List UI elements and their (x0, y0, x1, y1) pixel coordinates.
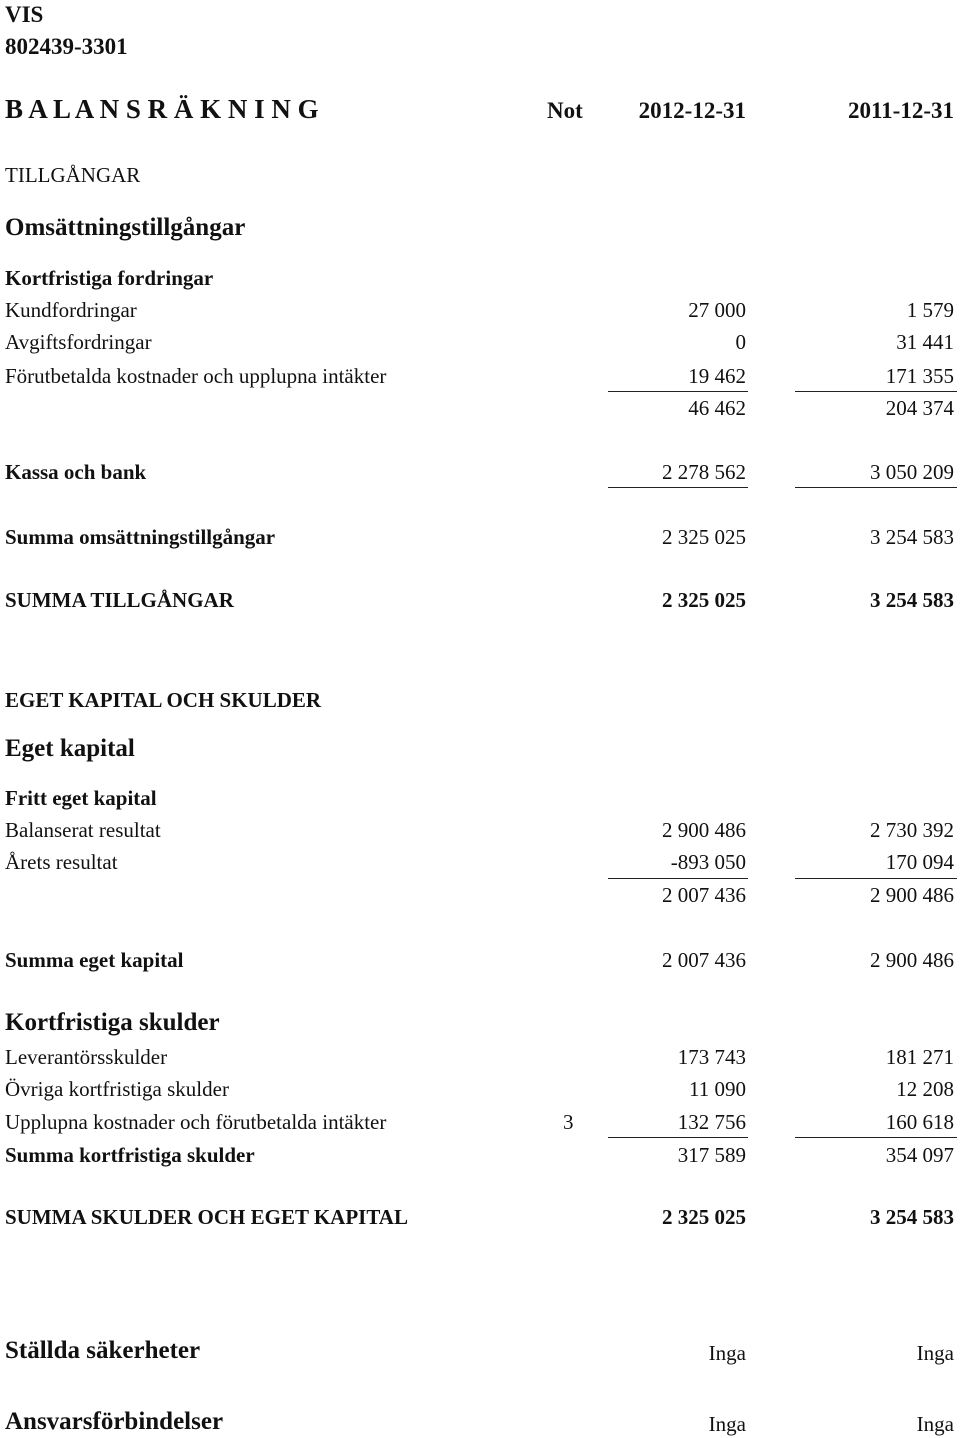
row-value-2011: 160 618 (885, 1110, 954, 1134)
contingent-liabilities-label: Ansvarsförbindelser (5, 1408, 224, 1435)
row-label: Övriga kortfristiga skulder (5, 1077, 229, 1101)
current-sum-2011: 3 254 583 (870, 525, 954, 549)
row-label: Avgiftsfordringar (5, 330, 152, 354)
pledged-assets-2011: Inga (916, 1341, 954, 1365)
row-label-short-term-sum: Summa kortfristiga skulder (5, 1143, 255, 1167)
row-value-2012: 2 900 486 (662, 818, 746, 842)
column-header-2012: 2012-12-31 (638, 98, 746, 123)
total-assets-2011: 3 254 583 (870, 588, 954, 612)
cash-value-2012: 2 278 562 (662, 460, 746, 484)
equity-sum-2012: 2 007 436 (662, 948, 746, 972)
total-assets-2012: 2 325 025 (662, 588, 746, 612)
cash-value-2011: 3 050 209 (870, 460, 954, 484)
row-label: Leverantörsskulder (5, 1045, 168, 1069)
sum-rule (795, 391, 957, 392)
row-label: Balanserat resultat (5, 818, 161, 842)
section-heading-assets: TILLGÅNGAR (5, 163, 141, 187)
page-title: B A L A N S R Ä K N I N G (5, 94, 319, 124)
company-name: VIS (5, 2, 44, 27)
sum-rule (608, 391, 748, 392)
row-label-total-assets: SUMMA TILLGÅNGAR (5, 588, 234, 612)
sum-rule (795, 878, 957, 879)
row-label-cash: Kassa och bank (5, 460, 147, 484)
row-value-2012: 27 000 (688, 298, 746, 322)
short-term-sum-2012: 317 589 (677, 1143, 746, 1167)
sum-rule (608, 487, 748, 488)
sum-rule (608, 1137, 748, 1138)
row-value-2011: 170 094 (885, 850, 954, 874)
equity-subtotal-2012: 2 007 436 (662, 883, 746, 907)
row-note: 3 (563, 1110, 574, 1134)
row-label-total-liabilities: SUMMA SKULDER OCH EGET KAPITAL (5, 1205, 408, 1229)
row-value-2012: 0 (735, 330, 746, 354)
subheading-equity: Eget kapital (5, 735, 135, 762)
subheading-current-assets: Omsättningstillgångar (5, 214, 246, 241)
receivables-sum-2012: 46 462 (688, 396, 746, 420)
row-value-2011: 12 208 (896, 1077, 954, 1101)
section-heading-equity-liabilities: EGET KAPITAL OCH SKULDER (5, 688, 322, 712)
row-label-equity-sum: Summa eget kapital (5, 948, 184, 972)
note-column-header: Not (547, 98, 583, 123)
row-value-2012: 173 743 (677, 1045, 746, 1069)
row-label: Kundfordringar (5, 298, 137, 322)
sum-rule (608, 878, 748, 879)
row-label: Årets resultat (5, 850, 118, 874)
short-term-sum-2011: 354 097 (885, 1143, 954, 1167)
sum-rule (795, 1137, 957, 1138)
row-label: Förutbetalda kostnader och upplupna intäkter (5, 364, 387, 388)
receivables-sum-2011: 204 374 (885, 396, 954, 420)
row-value-2011: 171 355 (885, 364, 954, 388)
equity-subtotal-2011: 2 900 486 (870, 883, 954, 907)
row-value-2012: 132 756 (677, 1110, 746, 1134)
row-value-2012: 11 090 (689, 1077, 746, 1101)
pledged-assets-label: Ställda säkerheter (5, 1337, 201, 1364)
row-value-2012: 19 462 (688, 364, 746, 388)
pledged-assets-2012: Inga (708, 1341, 746, 1365)
total-liabilities-2012: 2 325 025 (662, 1205, 746, 1229)
row-label: Upplupna kostnader och förutbetalda intäkter (5, 1110, 387, 1134)
equity-sum-2011: 2 900 486 (870, 948, 954, 972)
row-value-2011: 2 730 392 (870, 818, 954, 842)
subheading-short-term-liabilities: Kortfristiga skulder (5, 1009, 220, 1036)
subheading-free-equity: Fritt eget kapital (5, 786, 157, 810)
row-label-current-sum: Summa omsättningstillgångar (5, 525, 276, 549)
contingent-liabilities-2011: Inga (916, 1412, 954, 1436)
row-value-2011: 1 579 (906, 298, 954, 322)
row-value-2012: -893 050 (670, 850, 746, 874)
total-liabilities-2011: 3 254 583 (870, 1205, 954, 1229)
subheading-receivables: Kortfristiga fordringar (5, 266, 214, 290)
contingent-liabilities-2012: Inga (708, 1412, 746, 1436)
current-sum-2012: 2 325 025 (662, 525, 746, 549)
sum-rule (795, 487, 957, 488)
column-header-2011: 2011-12-31 (847, 98, 954, 123)
row-value-2011: 181 271 (885, 1045, 954, 1069)
row-value-2011: 31 441 (896, 330, 954, 354)
org-number: 802439-3301 (5, 34, 128, 59)
